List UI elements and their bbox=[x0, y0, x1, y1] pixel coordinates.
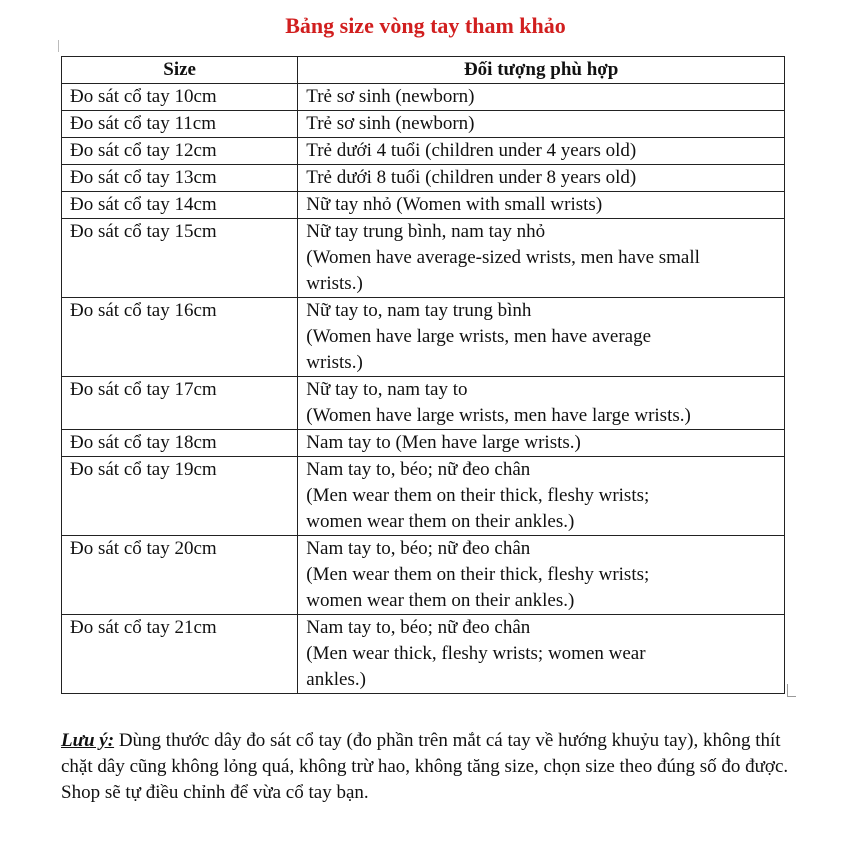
size-table bbox=[61, 56, 785, 694]
target-cell bbox=[298, 219, 785, 298]
target-line: Trẻ dưới 8 tuổi (children under 8 years old) bbox=[306, 167, 637, 188]
size-cell: Đo sát cổ tay 13cm bbox=[62, 165, 298, 192]
target-cell bbox=[298, 192, 785, 219]
size-cell: Đo sát cổ tay 21cm bbox=[62, 615, 298, 694]
target-line: (Men wear thick, fleshy wrists; women wear bbox=[306, 643, 646, 664]
target-line: Trẻ sơ sinh (newborn) bbox=[306, 86, 475, 107]
size-cell: Đo sát cổ tay 14cm bbox=[62, 192, 298, 219]
target-line: ankles.) bbox=[306, 669, 366, 690]
table-row bbox=[62, 165, 785, 192]
target-line: Trẻ dưới 4 tuổi (children under 4 years old) bbox=[306, 140, 637, 161]
column-header-size: Size bbox=[62, 57, 298, 84]
target-line: Trẻ sơ sinh (newborn) bbox=[306, 113, 475, 134]
size-cell: Đo sát cổ tay 11cm bbox=[62, 111, 298, 138]
table-row bbox=[62, 377, 785, 430]
target-line: Nam tay to, béo; nữ đeo chân bbox=[306, 538, 531, 559]
target-cell bbox=[298, 84, 785, 111]
target-cell bbox=[298, 298, 785, 377]
table-row bbox=[62, 192, 785, 219]
target-cell bbox=[298, 138, 785, 165]
target-line: Nữ tay to, nam tay to bbox=[306, 379, 468, 400]
table-header-row bbox=[62, 57, 785, 84]
target-cell bbox=[298, 165, 785, 192]
target-line: Nữ tay trung bình, nam tay nhỏ bbox=[306, 221, 546, 242]
note-text: Dùng thước dây đo sát cổ tay (đo phần trên mắt cá tay về hướng khuỷu tay), không thít chặt dây cũng không lỏng quá, không trừ hao, không tăng size, chọn size theo đúng số đo được. Shop sẽ tự điều chỉnh để vừa cổ tay bạn. bbox=[61, 730, 789, 803]
target-line: (Men wear them on their thick, fleshy wrists; bbox=[306, 485, 650, 506]
target-cell bbox=[298, 430, 785, 457]
target-line: Nam tay to, béo; nữ đeo chân bbox=[306, 617, 531, 638]
size-cell: Đo sát cổ tay 20cm bbox=[62, 536, 298, 615]
size-cell: Đo sát cổ tay 18cm bbox=[62, 430, 298, 457]
note-label: Lưu ý: bbox=[61, 730, 115, 751]
size-cell: Đo sát cổ tay 10cm bbox=[62, 84, 298, 111]
target-line: (Women have large wrists, men have large wrists.) bbox=[306, 405, 691, 426]
target-line: Nữ tay to, nam tay trung bình bbox=[306, 300, 532, 321]
size-cell: Đo sát cổ tay 19cm bbox=[62, 457, 298, 536]
column-header-target: Đối tượng phù hợp bbox=[298, 57, 785, 84]
page-title: Bảng size vòng tay tham khảo bbox=[285, 13, 566, 38]
target-line: (Men wear them on their thick, fleshy wrists; bbox=[306, 564, 650, 585]
table-row bbox=[62, 536, 785, 615]
target-line: wrists.) bbox=[306, 352, 363, 373]
table-row bbox=[62, 138, 785, 165]
table-row bbox=[62, 615, 785, 694]
table-body bbox=[62, 84, 785, 694]
target-cell bbox=[298, 536, 785, 615]
table-row bbox=[62, 457, 785, 536]
target-cell bbox=[298, 111, 785, 138]
target-cell bbox=[298, 377, 785, 430]
target-line: Nam tay to (Men have large wrists.) bbox=[306, 432, 581, 453]
note-paragraph bbox=[61, 728, 791, 806]
page-corner-marker bbox=[787, 684, 796, 697]
size-cell: Đo sát cổ tay 16cm bbox=[62, 298, 298, 377]
text-cursor-marker bbox=[58, 40, 59, 52]
table-row bbox=[62, 84, 785, 111]
table-row bbox=[62, 111, 785, 138]
table-row bbox=[62, 298, 785, 377]
target-line: (Women have large wrists, men have average bbox=[306, 326, 652, 347]
table-row bbox=[62, 219, 785, 298]
target-line: women wear them on their ankles.) bbox=[306, 590, 575, 611]
target-line: women wear them on their ankles.) bbox=[306, 511, 575, 532]
size-cell: Đo sát cổ tay 17cm bbox=[62, 377, 298, 430]
target-line: Nam tay to, béo; nữ đeo chân bbox=[306, 459, 531, 480]
target-line: (Women have average-sized wrists, men have small bbox=[306, 247, 700, 268]
target-cell bbox=[298, 457, 785, 536]
target-line: wrists.) bbox=[306, 273, 363, 294]
size-cell: Đo sát cổ tay 15cm bbox=[62, 219, 298, 298]
size-cell: Đo sát cổ tay 12cm bbox=[62, 138, 298, 165]
target-cell bbox=[298, 615, 785, 694]
table-row bbox=[62, 430, 785, 457]
target-line: Nữ tay nhỏ (Women with small wrists) bbox=[306, 194, 603, 215]
